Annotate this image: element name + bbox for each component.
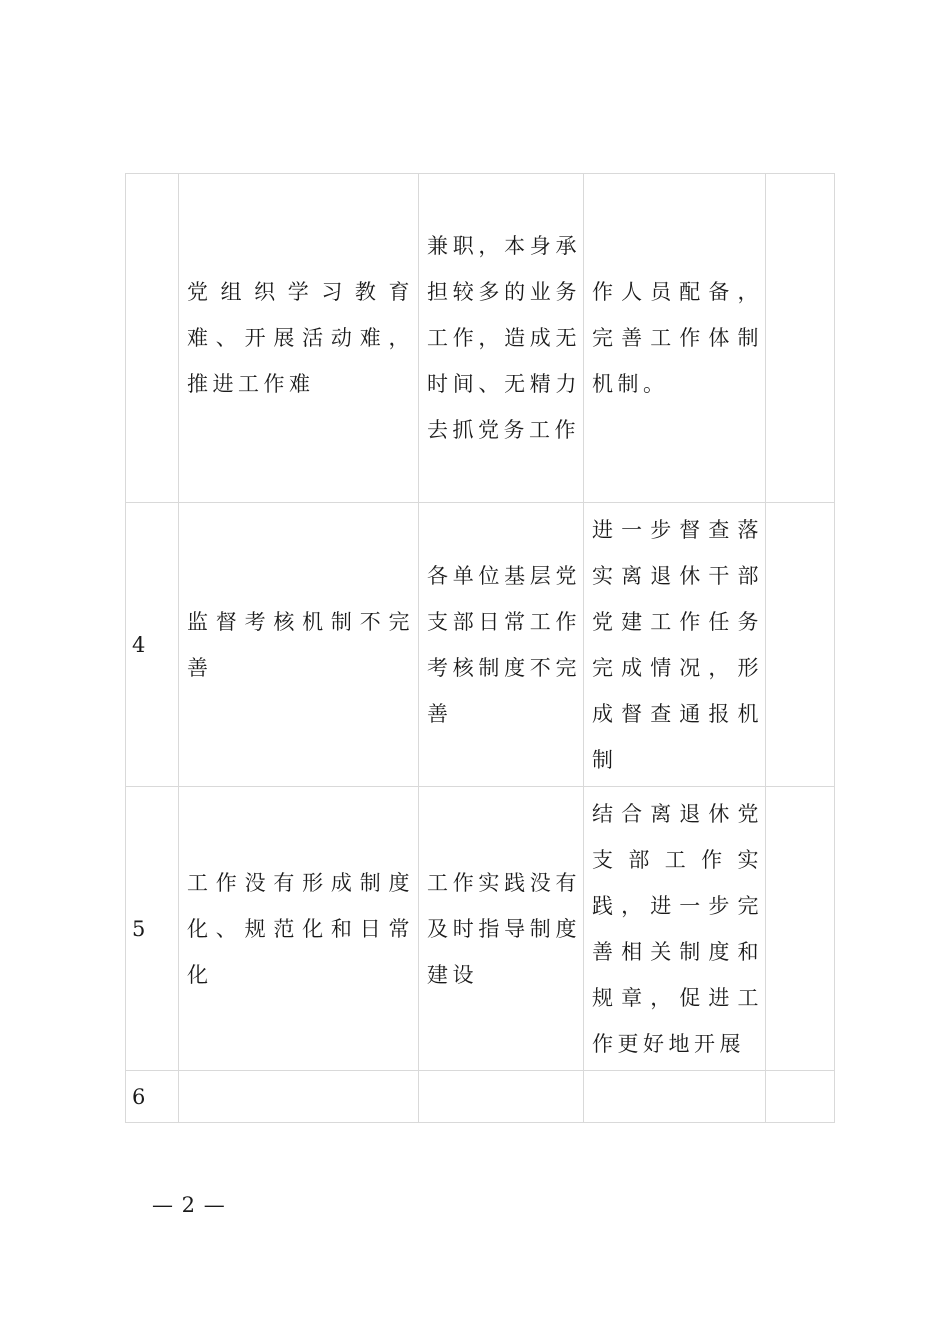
row-number: 4 — [126, 503, 179, 787]
table-row — [126, 787, 835, 1071]
row-number: 5 — [126, 787, 179, 1071]
cause-text: 兼职，本身承担较多的业务工作，造成无时间、无精力去抓党务工作 — [427, 234, 581, 442]
measure-cell — [584, 1071, 766, 1123]
extra-cell — [766, 1071, 835, 1123]
cause-cell — [419, 174, 584, 503]
measure-text: 结合离退休党支部工作实践，进一步完善相关制度和规章，促进工作更好地开展 — [592, 801, 763, 1056]
row-number — [126, 174, 179, 503]
measure-cell — [584, 787, 766, 1071]
measure-cell — [584, 174, 766, 503]
issue-text: 党组织学习教育难、开展活动难，推进工作难 — [187, 280, 414, 396]
issue-cell — [179, 174, 419, 503]
table-row — [126, 1071, 835, 1123]
extra-cell — [766, 174, 835, 503]
extra-cell — [766, 787, 835, 1071]
page-number: — 2 — — [152, 1193, 226, 1217]
cause-cell — [419, 503, 584, 787]
extra-cell — [766, 503, 835, 787]
issue-cell — [179, 503, 419, 787]
measure-cell — [584, 503, 766, 787]
issue-text: 监督考核机制不完善 — [187, 609, 414, 680]
cause-text: 工作实践没有及时指导制度建设 — [427, 870, 581, 987]
measure-text: 进一步督查落实离退休干部党建工作任务完成情况，形成督查通报机制 — [592, 517, 763, 772]
issues-table — [125, 173, 835, 1123]
table-row — [126, 174, 835, 503]
issue-cell — [179, 787, 419, 1071]
measure-text: 作人员配备，完善工作体制机制。 — [592, 280, 763, 396]
issue-cell — [179, 1071, 419, 1123]
cause-cell — [419, 1071, 584, 1123]
issue-text: 工作没有形成制度化、规范化和日常化 — [187, 870, 414, 987]
table-row — [126, 503, 835, 787]
cause-text: 各单位基层党支部日常工作考核制度不完善 — [427, 563, 581, 726]
cause-cell — [419, 787, 584, 1071]
row-number: 6 — [126, 1071, 179, 1123]
